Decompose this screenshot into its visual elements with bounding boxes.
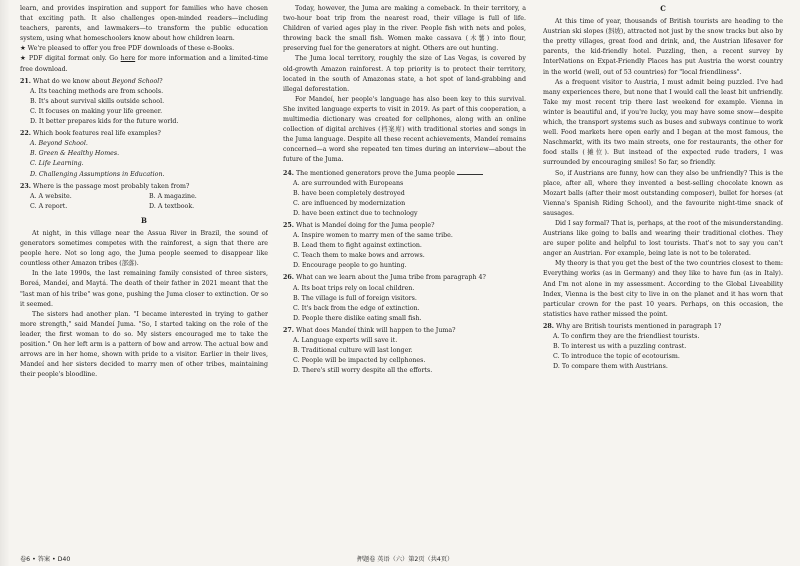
column-1 bbox=[20, 4, 268, 552]
q24-option-b[interactable]: B. have been completely destroyed bbox=[293, 189, 405, 197]
q22-number: 22. bbox=[20, 130, 31, 138]
here-link[interactable]: here bbox=[120, 55, 136, 63]
q26-option-b[interactable]: B. The village is full of foreign visitors. bbox=[293, 294, 417, 302]
q21-stem-b: ? bbox=[159, 77, 163, 85]
question-22 bbox=[20, 129, 268, 179]
q21-option-a[interactable]: A. Its teaching methods are from schools. bbox=[30, 87, 164, 95]
q25-option-c[interactable]: C. Teach them to make bows and arrows. bbox=[293, 252, 425, 260]
q28-option-d[interactable]: D. To compare them with Austrians. bbox=[553, 363, 668, 371]
intro-go-text: ★ PDF digital format only. Go bbox=[20, 55, 119, 63]
passage-c-paragraph-5: My theory is that you get the best of the two countries closest to them: Everything works (as in Germany) and they like to have fun (as in Italy). And I'm not alone in my assessment. According to the Global Liveability Index, Vienna is the best city to live in on the planet and it has worn that particular crown for the past 10 years. Perhaps, on this occasion, the statistics have rather missed the point. bbox=[543, 260, 783, 318]
q26-option-d[interactable]: D. People there dislike eating small fish. bbox=[293, 314, 422, 322]
q23-option-a[interactable]: A. A website. bbox=[30, 192, 72, 200]
q26-number: 26. bbox=[283, 274, 294, 282]
q21-option-c[interactable]: C. It focuses on making your life greener. bbox=[30, 107, 163, 115]
q28-option-b[interactable]: B. To interest us with a puzzling contrast. bbox=[553, 343, 687, 351]
q23-stem: Where is the passage most probably taken from? bbox=[32, 182, 190, 190]
q26-option-c[interactable]: C. It's back from the edge of extinction. bbox=[293, 304, 420, 312]
passage-c-paragraph-4: Did I say formal? That is, perhaps, at the root of the misunderstanding. Austrians like going to balls and wearing their traditional clothes. They are super polite and helpful to lost tourists. That's not to say you can't anger an Austrian. For example, being late is not to be tolerated. bbox=[543, 219, 783, 258]
q25-option-d[interactable]: D. Encourage people to go hunting. bbox=[293, 262, 407, 270]
column-2 bbox=[283, 4, 526, 552]
q27-option-a[interactable]: A. Language experts will save it. bbox=[293, 337, 398, 344]
footer-page-number: 押题卷 英语（六）第2页（共4页） bbox=[356, 556, 454, 563]
q27-option-c[interactable]: C. People will be impacted by cellphones. bbox=[293, 357, 426, 365]
q24-stem: The mentioned generators prove the Juma people bbox=[295, 169, 455, 177]
q24-number: 24. bbox=[283, 169, 294, 177]
question-23 bbox=[20, 182, 268, 212]
passage-b-paragraph-6: For Mandeí, her people's language has also been key to this survival. She invited language experts to visit in 2019. As part of this cooperation, a multimedia dictionary was created for cellphones, along with an online collection of digital archives (档案库) with traditional stories and songs in the Juma language. Despite all these recent achievements, Mandeí remains concerned—a word she repeated ten times during an interview—about the future of the Juma. bbox=[283, 95, 526, 164]
q22-stem: Which book features real life examples? bbox=[32, 130, 161, 138]
q28-number: 28. bbox=[543, 322, 554, 330]
q25-option-b[interactable]: B. Lead them to fight against extinction. bbox=[293, 242, 422, 250]
footer-answer-code: 卷6 • 答案 • D40 bbox=[20, 556, 71, 563]
q23-option-b[interactable]: B. A magazine. bbox=[149, 192, 197, 200]
q25-option-a[interactable]: A. Inspire women to marry men of the same tribe. bbox=[293, 232, 453, 240]
intro-line-download bbox=[20, 54, 268, 74]
question-24 bbox=[283, 168, 526, 219]
passage-b-paragraph-5: The Juma local territory, roughly the size of Las Vegas, is covered by old-growth Amazon rainforest. A top priority is to protect their territory, located in the south of Amazonas state, a hot spot of land-grabbing and illegal deforestation. bbox=[283, 55, 526, 93]
page-edge-shadow bbox=[0, 0, 10, 566]
q21-option-b[interactable]: B. It's about survival skills outside school. bbox=[30, 97, 165, 105]
answer-blank[interactable] bbox=[457, 168, 483, 175]
passage-b-paragraph-2: In the late 1990s, the last remaining family consisted of three sisters, Boreá, Mandeí, and Maytá. The death of their father in 2021 meant that the "last man of his tribe" was gone, pushing the Juma closer to extinction. Or so it seemed. bbox=[20, 270, 268, 308]
q21-option-d[interactable]: D. It better prepares kids for the future world. bbox=[30, 118, 179, 126]
q22-option-b[interactable]: B. Green & Healthy Homes. bbox=[30, 150, 120, 158]
q27-option-b[interactable]: B. Traditional culture will last longer. bbox=[293, 347, 413, 355]
column-3 bbox=[543, 4, 783, 552]
q25-number: 25. bbox=[283, 221, 294, 229]
section-c-heading: C bbox=[660, 4, 666, 13]
question-25 bbox=[283, 221, 526, 271]
q23-option-c[interactable]: C. A report. bbox=[30, 202, 68, 210]
passage-c-paragraph-2: As a frequent visitor to Austria, I must admit being puzzled. I've had many experiences there, but none that I would call the least bit unfriendly. Take my most recent trip there last weekend for example. Vienna in winter is beautiful and, if you're lucky, you may have some snow—despite which, the transport systems such as buses and subways continue to work well. Food markets here open early and I began at the most famous, the Naschmarkt, with its two main streets, one for restaurants, the other for food stalls (摊位). But instead of the expected rude traders, I was surrounded by encouraging smiles! So far, so friendly. bbox=[543, 78, 783, 167]
passage-b-paragraph-3: The sisters had another plan. "I became interested in trying to gather more strength," said Mandeí Juma. "So, I started taking on the role of the leader, the first woman to do so. My sisters encouraged me to take the position." On her left arm is a pattern of bow and arrow. The actual bow and arrows are in her home, shown with pride to a visitor. Earlier in their lives, Mandeí and her sisters decided to marry men of other tribes, maintaining their people's bloodline. bbox=[20, 310, 268, 379]
q21-stem-a: What do we know about bbox=[32, 77, 112, 85]
q23-number: 23. bbox=[20, 182, 31, 190]
question-26 bbox=[283, 273, 526, 323]
q22-option-d[interactable]: D. Challenging Assumptions in Education. bbox=[30, 170, 165, 178]
passage-c-paragraph-3: So, if Austrians are funny, how can they also be unfriendly? This is the place, after all, where they invented a best-selling chocolate known as Mozart balls (after their most outstanding composer), bullet for horses (at Vienna's Spanish Riding School), and the favourite night-time snack of sausages. bbox=[543, 169, 783, 217]
q22-option-c[interactable]: C. Life Learning. bbox=[30, 160, 84, 168]
q28-stem: Why are British tourists mentioned in paragraph 1? bbox=[555, 322, 722, 330]
q28-option-a[interactable]: A. To confirm they are the friendliest tourists. bbox=[553, 333, 700, 340]
q26-stem: What can we learn about the Juma tribe from paragraph 4? bbox=[295, 274, 486, 282]
q22-option-a[interactable]: A. Beyond School. bbox=[30, 140, 88, 148]
intro-text: learn, and provides inspiration and support for families who have chosen that exciting path. It also challenges open-minded readers—including teachers, parents, and lawmakers—to transform the public education system, using what homeschoolers know about how children learn. bbox=[20, 5, 268, 43]
q27-number: 27. bbox=[283, 326, 294, 334]
q23-option-d[interactable]: D. A textbook. bbox=[149, 202, 195, 210]
question-28 bbox=[543, 322, 783, 372]
intro-rest-text: for more information and a limited-time free download. bbox=[20, 55, 268, 73]
intro-line-pdf: ★ We're pleased to offer you free PDF downloads of these e-Books. bbox=[20, 45, 235, 53]
q24-option-c[interactable]: C. are influenced by modernization bbox=[293, 199, 406, 207]
question-21 bbox=[20, 77, 268, 127]
passage-b-paragraph-1: At night, in this village near the Assua River in Brazil, the sound of generators sometimes competes with the rainforest, a sign that there are people here. Not so long ago, the Juma people seemed to disappear like countless other Amazon tribes (部落). bbox=[20, 229, 268, 268]
q25-stem: What is Mandeí doing for the Juma people? bbox=[295, 221, 435, 229]
q24-option-a[interactable]: A. are surrounded with Europeans bbox=[293, 179, 404, 187]
q28-option-c[interactable]: C. To introduce the topic of ecotourism. bbox=[553, 353, 680, 361]
q21-stem-title: Beyond School bbox=[111, 77, 160, 85]
question-27 bbox=[283, 326, 526, 376]
q27-stem: What does Mandeí think will happen to the Juma? bbox=[295, 326, 456, 334]
section-b-heading: B bbox=[141, 215, 147, 225]
q27-option-d[interactable]: D. There's still worry despite all the efforts. bbox=[293, 367, 433, 375]
q21-number: 21. bbox=[20, 77, 31, 85]
q24-option-d[interactable]: D. have been extinct due to technology bbox=[293, 209, 418, 217]
passage-b-paragraph-4: Today, however, the Juma are making a comeback. In their territory, a two-hour boat trip from the nearest road, their village is full of life. Children of varied ages play in the river. People fish with nets and poles, throwing back the small fish. Women make cassava (木薯) into flour, preserving fuel for the generators at night. Others are out hunting. bbox=[283, 5, 526, 53]
q26-option-a[interactable]: A. Its boat trips rely on local children. bbox=[293, 284, 415, 292]
passage-c-paragraph-1: At this time of year, thousands of British tourists are heading to the Austrian ski slopes (斜坡), attracted not just by the snow tracks but also by the pretty villages, great food and drink, and, the Austrian lifesaver for parents, the kid-friendly hotel. Puzzling, then, a recent survey by InterNations on Expat-Friendly Places has put Austria the worst country in the world (well, out of 53 countries) for "local friendliness". bbox=[543, 18, 783, 76]
